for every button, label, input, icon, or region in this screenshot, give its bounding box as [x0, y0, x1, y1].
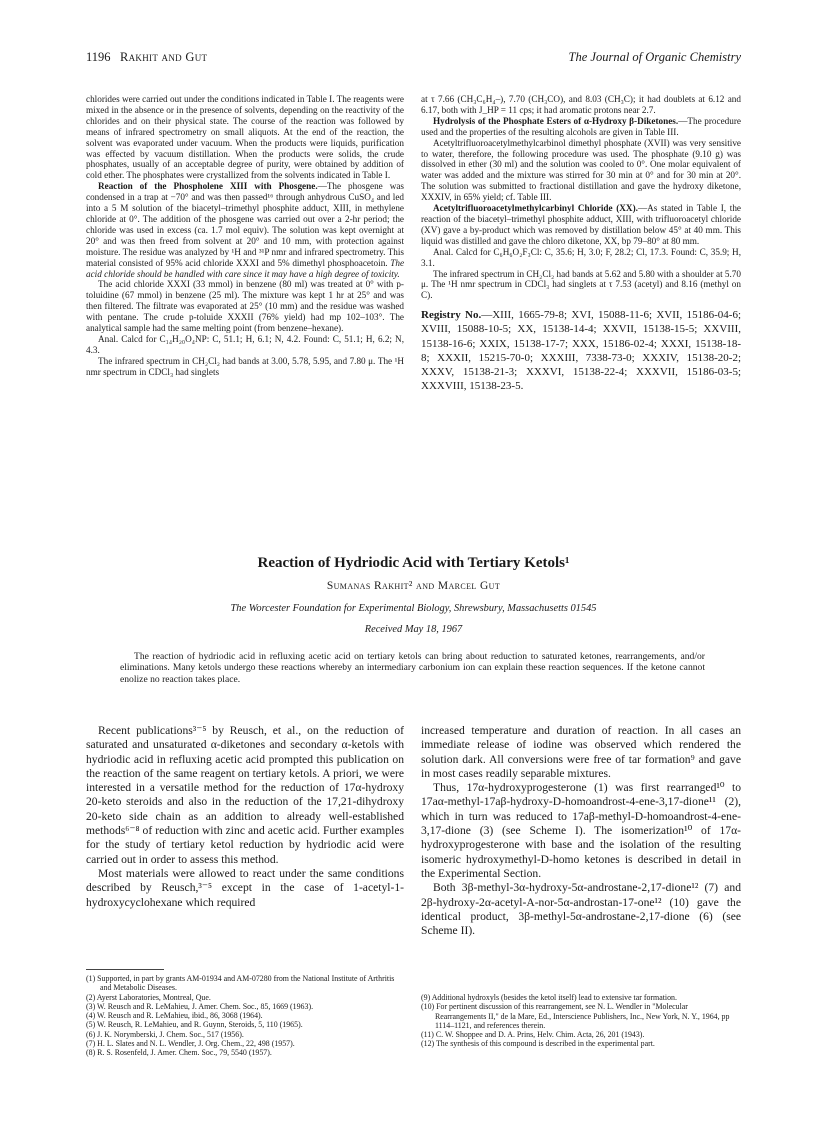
article-body-left: [86, 724, 404, 910]
running-title: Rakhit and Gut: [120, 50, 208, 64]
footnote: (11) C. W. Shoppee and D. A. Prins, Helv. Chim. Acta, 26, 201 (1943).: [421, 1030, 645, 1040]
paragraph: Both 3β-methyl-3α-hydroxy-5α-androstane-2,17-dione¹² (7) and 2β-hydroxy-2α-acetyl-A-nor-5α-androstan-17-one¹² (10) gave the identical product, 3β-methyl-5α-androstane-2,17-dione (6) (see Scheme II).: [421, 881, 741, 938]
journal-name: The Journal of Organic Chemistry: [568, 50, 741, 64]
article-body-right: [421, 724, 741, 938]
paragraph: chlorides were carried out under the conditions indicated in Table I. The reagents were mixed in the absence or in the presence of solvents, depending on the reactivity of the chlorides and on their physical state. The course of the reaction was followed by means of infrared spectrometry on small aliquots. At the end of the reaction, the solvent was evaporated under vacuum. When the products were liquids, purification was effected by vacuum distillation. When the products were solids, the crude phosphates, usually of an acceptable degree of purity, were obtained by addition of cold ether. The phosphates were crystallized from the solvents indicated in Table I.: [86, 94, 404, 181]
article-authors: Sumanas Rakhit² and Marcel Gut: [326, 580, 501, 592]
footnote: (10) For pertinent discussion of this rearrangement, see N. L. Wendler in "Molecular Rearrangements II," de la Mare, Ed., Interscience Publishers, Inc., New York, N. Y., 1964, pp 1114–1121, and references therein.: [421, 1002, 730, 1030]
footnote-rule: [86, 969, 164, 970]
footnote: (1) Supported, in part by grants AM-01934 and AM-07280 from the National Institute of Arthritis and Metabolic Diseases.: [86, 974, 395, 993]
section-heading: Acetyltrifluoroacetylmethylcarbinyl Chloride (XX).: [433, 203, 638, 214]
abstract-text: The reaction of hydriodic acid in refluxing acetic acid on tertiary ketols can bring about reduction to saturated ketones, rearrangements, and/or eliminations. Many ketols undergo these reactions whereby an intermediary carbonium ion can explain these reaction sequences. If the ketone cannot enolize no reaction takes place.: [120, 651, 705, 685]
page-number: 1196: [86, 50, 111, 64]
registry-label: Registry No.: [421, 309, 482, 322]
paragraph: at τ 7.66 (CH₃C₆H₄–), 7.70 (CH₃CO), and 8.03 (CH₃C); it had doublets at 6.12 and 6.17, both with J_HP = 11 cps; it had aromatic protons near 2.7.: [421, 94, 741, 115]
paragraph: Thus, 17α-hydroxyprogesterone (1) was first rearranged¹⁰ to 17aα-methyl-17aβ-hydroxy-D-homoandrost-4-ene-3,17-dione¹¹ (2), which in turn was reduced to 17aβ-methyl-D-homoandrost-4-ene-3,17-dione (3) (see Scheme I). The isomerization¹⁰ of 17α-hydroxyprogesterone with base and the isolation of the resulting isomeric hydroxymethyl-D-homo ketones is described in detail in the Experimental Section.: [421, 781, 741, 880]
footnotes-left: [86, 969, 404, 1058]
paragraph: increased temperature and duration of reaction. In all cases an immediate release of iodine was observed which rendered the solution dark. All conversions were free of tar formation⁹ and gave in most cases readily separable mixtures.: [421, 724, 741, 780]
footnote: (5) W. Reusch, R. LeMahieu, and R. Guynn, Steroids, 5, 110 (1965).: [86, 1020, 303, 1030]
article-title: Reaction of Hydriodic Acid with Tertiary Ketols¹: [257, 555, 570, 571]
footnotes-right: [421, 993, 741, 1049]
paragraph: The infrared spectrum in CH₂Cl₂ had bands at 3.00, 5.78, 5.95, and 7.80 μ. The ¹H nmr spectrum in CDCl₃ had singlets: [86, 355, 404, 377]
received-date: Received May 18, 1967: [364, 624, 463, 635]
paragraph: Acetyltrifluoroacetylmethylcarbinol dimethyl phosphate (XVII) was very sensitive to water, therefore, the following procedure was used. The phosphate (9.10 g) was dissolved in ether (30 ml) and the solution was cooled to 0°. One molar equivalent of water was added and the mixture was stirred for 30 min at 0° and for 30 min at 20°. The solution was submitted to fractional distillation and gave the hydroxy diketone, XXXIV, in 65% yield; cf. Table III.: [421, 137, 741, 203]
section-heading: Reaction of the Phospholene XIII with Phosgene.: [98, 181, 318, 192]
paragraph: Anal. Calcd for C₆H₆O₂F₃Cl: C, 35.6; H, 3.0; F, 28.2; Cl, 17.3. Found: C, 35.9; H, 3.1.: [421, 246, 741, 268]
footnote: (9) Additional hydroxyls (besides the ketol itself) lead to extensive tar formation.: [421, 993, 677, 1002]
footnote: (3) W. Reusch and R. LeMahieu, J. Amer. Chem. Soc., 85, 1669 (1963).: [86, 1001, 314, 1011]
prev-article-right-column: [421, 94, 741, 393]
footnote: (2) Ayerst Laboratories, Montreal, Que.: [86, 992, 211, 1002]
paragraph: Recent publications³⁻⁵ by Reusch, et al., on the reduction of saturated and unsaturated α-diketones and secondary α-ketols with hydriodic acid in refluxing acetic acid prompted this publication on the reaction of the same reagent on tertiary ketols. A priori, we were interested in a versatile method for the reduction of 17α-hydroxy 20-keto steroids and also in the reduction of the 17,21-dihydroxy 20-keto side chain as an addition to already well-established methods⁶⁻⁸ of reduction with zinc and acetic acid. Further examples for the study of tertiary ketol reduction by hydriodic acid were carried out in order to assess this method.: [86, 724, 404, 866]
paragraph: Anal. Calcd for C₁₄H₂₀O₄NP: C, 51.1; H, 6.1; N, 4.2. Found: C, 51.1; H, 6.2; N, 4.3.: [86, 333, 404, 355]
article-abstract: [120, 651, 705, 685]
paragraph: The infrared spectrum in CH₂Cl₂ had bands at 5.62 and 5.80 with a shoulder at 5.70 μ. The ¹H nmr spectrum in CDCl₃ had singlets at τ 7.53 (acetyl) and 8.16 (methyl on C).: [421, 268, 741, 301]
footnote: (6) J. K. Norymberski, J. Chem. Soc., 517 (1956).: [86, 1029, 244, 1039]
prev-article-left-column: [86, 94, 404, 378]
article-affiliation: The Worcester Foundation for Experimental Biology, Shrewsbury, Massachusetts 01545: [230, 603, 597, 614]
footnote: (8) R. S. Rosenfeld, J. Amer. Chem. Soc., 79, 5540 (1957).: [86, 1048, 272, 1058]
footnote: (4) W. Reusch and R. LeMahieu, ibid., 86, 3068 (1964).: [86, 1011, 263, 1021]
footnote: (12) The synthesis of this compound is described in the experimental part.: [421, 1039, 655, 1049]
paragraph: Most materials were allowed to react under the same conditions described by Reusch,³⁻⁵ except in the case of 1-acetyl-1-hydroxycyclohexane which required: [86, 866, 404, 909]
registry-numbers: Registry No.—XIII, 1665-79-8; XVI, 15088-11-6; XVII, 15186-04-6; XVIII, 15088-10-5; XX, 15138-14-4; XXVII, 15138-15-5; XXVIII, 15138-16-6; XXIX, 15138-17-7; XXX, 15186-02-4; XXXI, 15138-18-8; XXXII, 15215-70-0; XXXIII, 7338-73-0; XXXIV, 15138-20-2; XXXV, 15138-21-3; XXXVI, 15138-22-4; XXXVII, 15186-03-5; XXXVIII, 15138-23-5.: [421, 309, 742, 393]
footnote: (7) H. L. Slates and N. L. Wendler, J. Org. Chem., 22, 498 (1957).: [86, 1039, 295, 1049]
paragraph: The acid chloride XXXI (33 mmol) in benzene (80 ml) was treated at 0° with p-toluidine (67 mmol) in benzene (25 ml). The mixture was kept 1 hr at 25° and was then filtered. The filtrate was evaporated at 25° (10 mm) and the residue was washed with pentane. The crude p-toluide XXXII (76% yield) had mp 102–103°. The analytical sample had the same melting point (from benzene–hexane).: [86, 279, 404, 334]
paragraph: Hydrolysis of the Phosphate Esters of α-Hydroxy β-Diketones.—The procedure used and the properties of the resulting alcohols are given in Table III.: [421, 115, 742, 137]
paragraph: Acetyltrifluoroacetylmethylcarbinyl Chloride (XX).—As stated in Table I, the reaction of the biacetyl–trimethyl phosphite adduct, XIII, with trifluoroacetyl chloride (XV) gave a by-product which was removed by distillation below 45° at 40 mm. This liquid was distilled and gave the chloro diketone, XX, bp 79–80° at 80 mm.: [421, 203, 741, 246]
section-heading: Hydrolysis of the Phosphate Esters of α-Hydroxy β-Diketones.: [433, 115, 679, 126]
paragraph: Reaction of the Phospholene XIII with Phosgene.—The phosgene was condensed in a trap at −70° and was then passed¹⁶ through anhydrous CuSO₄ and led into a 5 M solution of the biacetyl–trimethyl phosphite adduct, XIII, in methylene chloride at 0°. The addition of the phosgene was carried out over a 2-hr period; the chloride was used in excess (ca. 1.7 mol equiv). The solution was kept overnight at 20° and was then freed from solvent at 20° and 10 mm, with protection against moisture. The residue was analyzed by ¹H and ³¹P nmr and infrared spectrometry. This material consisted of 95% acid chloride XXXI and 5% dimethyl phosphoacetoin. The acid chloride should be handled with care since it may have a high degree of toxicity.: [86, 181, 405, 279]
